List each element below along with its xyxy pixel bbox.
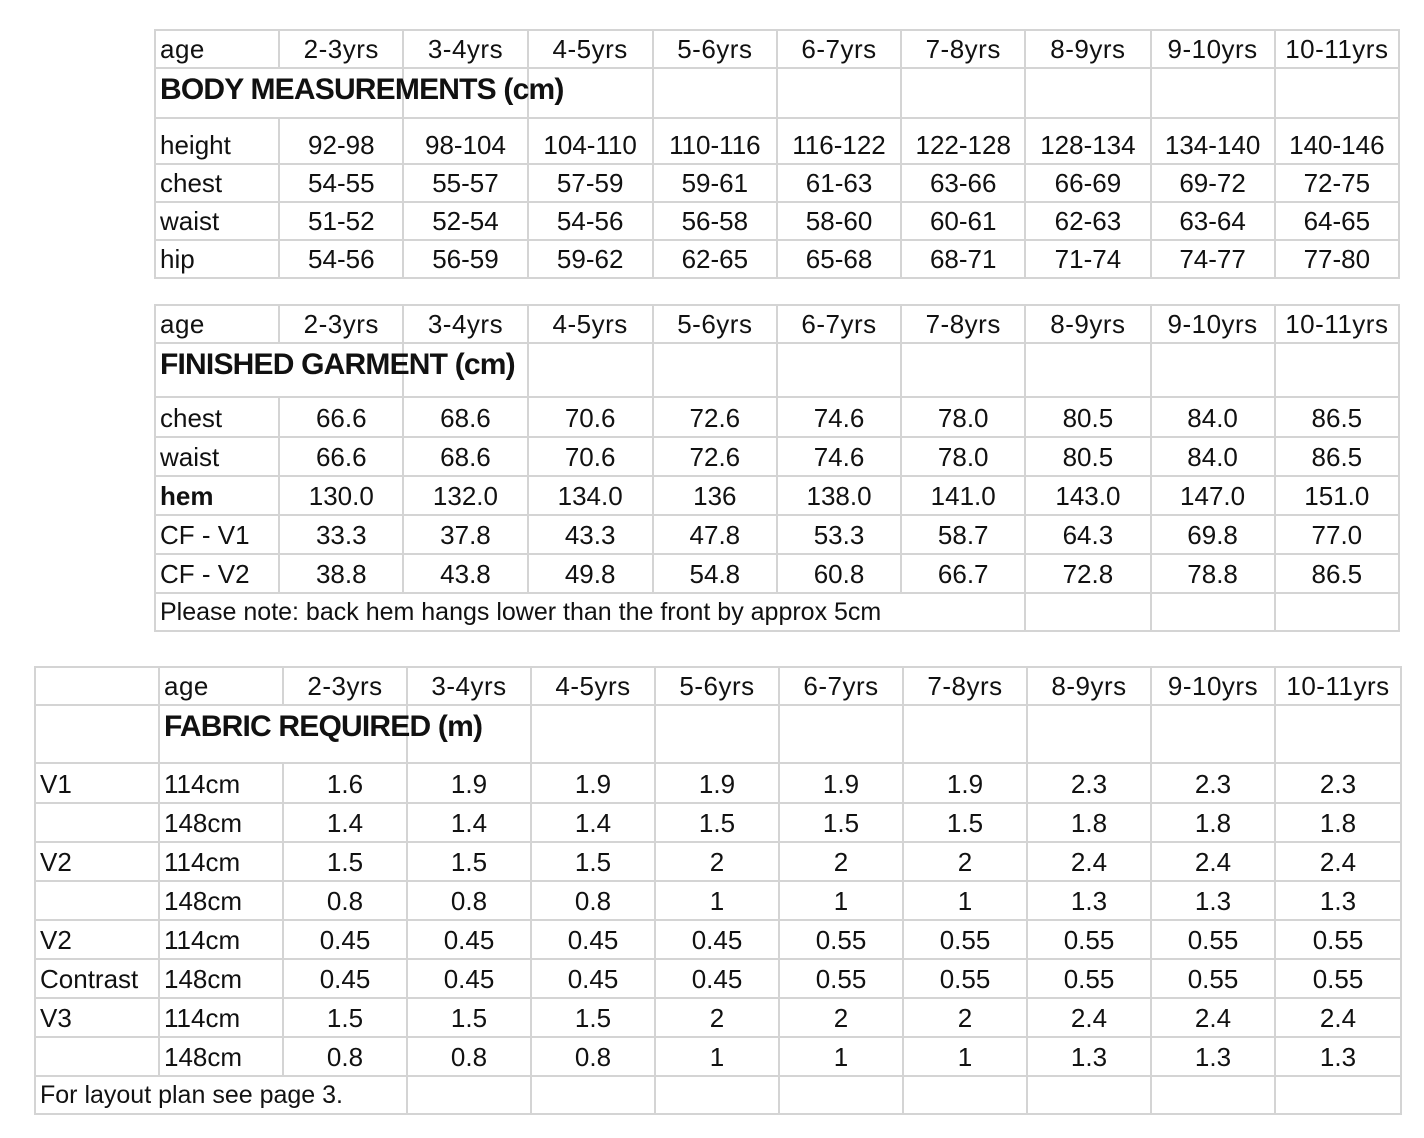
- empty-cell: [1275, 705, 1401, 763]
- table-cell: 1.4: [407, 803, 531, 842]
- age-header-cell: 2-3yrs: [279, 305, 403, 343]
- table-cell: 60-61: [901, 202, 1025, 240]
- table-cell: 116-122: [777, 118, 901, 164]
- note-row: [35, 1076, 1401, 1114]
- age-header-cell: 10-11yrs: [1275, 30, 1399, 68]
- table-cell: 57-59: [528, 164, 653, 202]
- table-cell: 2.4: [1027, 998, 1151, 1037]
- table-cell: 78.0: [901, 397, 1025, 437]
- empty-cell: [1025, 68, 1150, 118]
- table-cell: 1.3: [1151, 1037, 1275, 1076]
- row-label: height: [155, 118, 279, 164]
- age-header-cell: 6-7yrs: [777, 305, 901, 343]
- finished-garment-table: [154, 304, 1400, 632]
- empty-cell: [901, 343, 1025, 397]
- table-cell: 54-56: [528, 202, 653, 240]
- table-row: [155, 515, 1399, 554]
- table-cell: 64.3: [1025, 515, 1150, 554]
- fabric-width: 114cm: [159, 842, 283, 881]
- table-cell: 138.0: [777, 476, 901, 515]
- version-label: [35, 803, 159, 842]
- table-cell: 58-60: [777, 202, 901, 240]
- table-row: [155, 240, 1399, 278]
- table-cell: 134-140: [1151, 118, 1275, 164]
- table-cell: 2.4: [1151, 998, 1275, 1037]
- age-header-cell: 9-10yrs: [1151, 30, 1275, 68]
- table-cell: 2: [655, 842, 779, 881]
- table-cell: 2.4: [1027, 842, 1151, 881]
- table-cell: 0.45: [531, 920, 655, 959]
- age-header-cell: 5-6yrs: [655, 667, 779, 705]
- table-cell: 143.0: [1025, 476, 1150, 515]
- table-cell: 151.0: [1275, 476, 1399, 515]
- empty-cell: [528, 343, 653, 397]
- table-cell: 0.8: [531, 881, 655, 920]
- age-header-cell: 9-10yrs: [1151, 667, 1275, 705]
- table-cell: 1.4: [283, 803, 407, 842]
- table-cell: 0.55: [1027, 959, 1151, 998]
- empty-cell: [655, 705, 779, 763]
- table-cell: 0.45: [407, 959, 531, 998]
- table-cell: 1.5: [531, 842, 655, 881]
- row-label: hip: [155, 240, 279, 278]
- table-cell: 53.3: [777, 515, 901, 554]
- table-cell: 2.3: [1275, 763, 1401, 803]
- table-cell: 69-72: [1151, 164, 1275, 202]
- age-header-cell: 7-8yrs: [903, 667, 1027, 705]
- table-cell: 2: [779, 842, 903, 881]
- empty-cell: [531, 705, 655, 763]
- row-label: waist: [155, 437, 279, 476]
- table-cell: 60.8: [777, 554, 901, 593]
- table-cell: 58.7: [901, 515, 1025, 554]
- table-cell: 92-98: [279, 118, 403, 164]
- table-cell: 0.55: [779, 959, 903, 998]
- table-cell: 1.5: [655, 803, 779, 842]
- table-cell: 1: [779, 881, 903, 920]
- table-cell: 0.45: [283, 920, 407, 959]
- table-cell: 0.45: [655, 920, 779, 959]
- table-cell: 80.5: [1025, 437, 1150, 476]
- table-cell: 1.5: [283, 842, 407, 881]
- age-header-cell: 10-11yrs: [1275, 667, 1401, 705]
- table-row: [155, 164, 1399, 202]
- table-cell: 2.4: [1151, 842, 1275, 881]
- empty-cell: [655, 1076, 779, 1114]
- table-cell: 77-80: [1275, 240, 1399, 278]
- empty-cell: [1151, 705, 1275, 763]
- table-cell: 66.6: [279, 397, 403, 437]
- table-cell: 63-66: [901, 164, 1025, 202]
- age-header-cell: 8-9yrs: [1027, 667, 1151, 705]
- table-cell: 86.5: [1275, 397, 1399, 437]
- fabric-width: 148cm: [159, 803, 283, 842]
- table-cell: 68.6: [403, 397, 527, 437]
- table-cell: 1.8: [1027, 803, 1151, 842]
- table-cell: 0.8: [531, 1037, 655, 1076]
- age-label: age: [159, 667, 283, 705]
- table-cell: 72-75: [1275, 164, 1399, 202]
- table-cell: 47.8: [653, 515, 777, 554]
- table-row: [155, 118, 1399, 164]
- table-cell: 86.5: [1275, 554, 1399, 593]
- table-cell: 54-55: [279, 164, 403, 202]
- table-cell: 70.6: [528, 397, 653, 437]
- table-cell: 72.6: [653, 397, 777, 437]
- fabric-width: 148cm: [159, 1037, 283, 1076]
- empty-cell: [1151, 593, 1275, 631]
- table-cell: 2: [779, 998, 903, 1037]
- version-label: V3: [35, 998, 159, 1037]
- table-cell: 68.6: [403, 437, 527, 476]
- table-cell: 72.6: [653, 437, 777, 476]
- table-cell: 54-56: [279, 240, 403, 278]
- table-cell: 0.8: [407, 1037, 531, 1076]
- table-cell: 1.4: [531, 803, 655, 842]
- table-cell: 0.55: [1151, 920, 1275, 959]
- table-cell: 84.0: [1151, 397, 1275, 437]
- fabric-width: 114cm: [159, 763, 283, 803]
- table-cell: 1.9: [779, 763, 903, 803]
- table-cell: 2.3: [1151, 763, 1275, 803]
- empty-cell: [1151, 343, 1275, 397]
- empty-cell: [653, 343, 777, 397]
- table-row: [35, 920, 1401, 959]
- empty-cell: [1275, 593, 1399, 631]
- table-cell: 66.6: [279, 437, 403, 476]
- table-cell: 71-74: [1025, 240, 1150, 278]
- fabric-width: 114cm: [159, 998, 283, 1037]
- table-cell: 80.5: [1025, 397, 1150, 437]
- empty-cell: [1151, 68, 1275, 118]
- table-cell: 122-128: [901, 118, 1025, 164]
- age-header-cell: 7-8yrs: [901, 305, 1025, 343]
- table-cell: 86.5: [1275, 437, 1399, 476]
- age-header-cell: 5-6yrs: [653, 305, 777, 343]
- table-row: [35, 959, 1401, 998]
- table-cell: 147.0: [1151, 476, 1275, 515]
- table-cell: 74.6: [777, 397, 901, 437]
- age-header-cell: 3-4yrs: [403, 30, 527, 68]
- row-label: chest: [155, 397, 279, 437]
- table-cell: 0.55: [779, 920, 903, 959]
- table-cell: 78.8: [1151, 554, 1275, 593]
- table-cell: 0.55: [1275, 959, 1401, 998]
- table-cell: 38.8: [279, 554, 403, 593]
- table-cell: 136: [653, 476, 777, 515]
- table-cell: 56-59: [403, 240, 527, 278]
- table-cell: 1.5: [903, 803, 1027, 842]
- table-cell: 1.5: [407, 842, 531, 881]
- fabric-required-table: [34, 666, 1402, 1115]
- table-cell: 59-61: [653, 164, 777, 202]
- table-cell: 134.0: [528, 476, 653, 515]
- section-title: BODY MEASUREMENTS (cm): [155, 68, 403, 118]
- table-cell: 1.5: [531, 998, 655, 1037]
- age-header-cell: 6-7yrs: [777, 30, 901, 68]
- empty-cell: [903, 705, 1027, 763]
- table-cell: 49.8: [528, 554, 653, 593]
- table-cell: 56-58: [653, 202, 777, 240]
- empty-cell: [1025, 593, 1150, 631]
- empty-cell: [779, 705, 903, 763]
- age-header-cell: 3-4yrs: [403, 305, 527, 343]
- table-cell: 1: [903, 1037, 1027, 1076]
- empty-cell: [777, 68, 901, 118]
- table-row: [35, 763, 1401, 803]
- age-header-cell: 2-3yrs: [283, 667, 407, 705]
- garment-note: Please note: back hem hangs lower than the front by approx 5cm: [155, 593, 1025, 631]
- age-header-cell: 2-3yrs: [279, 30, 403, 68]
- table-cell: 1: [655, 881, 779, 920]
- age-header-cell: 8-9yrs: [1025, 30, 1150, 68]
- table-cell: 1.5: [407, 998, 531, 1037]
- table-cell: 141.0: [901, 476, 1025, 515]
- table-cell: 1.8: [1275, 803, 1401, 842]
- empty-cell: [1027, 1076, 1151, 1114]
- empty-cell: [531, 1076, 655, 1114]
- table-cell: 55-57: [403, 164, 527, 202]
- table-row: [155, 554, 1399, 593]
- version-label: [35, 1037, 159, 1076]
- age-header-cell: 7-8yrs: [901, 30, 1025, 68]
- empty-cell: [35, 667, 159, 705]
- table-cell: 59-62: [528, 240, 653, 278]
- table-cell: 66-69: [1025, 164, 1150, 202]
- table-cell: 1.3: [1027, 881, 1151, 920]
- age-header-cell: 4-5yrs: [531, 667, 655, 705]
- table-cell: 0.45: [283, 959, 407, 998]
- table-cell: 132.0: [403, 476, 527, 515]
- table-cell: 128-134: [1025, 118, 1150, 164]
- version-label: V2: [35, 842, 159, 881]
- table-cell: 84.0: [1151, 437, 1275, 476]
- row-label: CF - V2: [155, 554, 279, 593]
- table-cell: 2: [903, 842, 1027, 881]
- table-cell: 98-104: [403, 118, 527, 164]
- table-cell: 77.0: [1275, 515, 1399, 554]
- table-cell: 37.8: [403, 515, 527, 554]
- table-cell: 1.9: [531, 763, 655, 803]
- version-label: [35, 881, 159, 920]
- table-cell: 61-63: [777, 164, 901, 202]
- empty-cell: [1025, 343, 1150, 397]
- table-cell: 0.55: [1275, 920, 1401, 959]
- table-row: [155, 476, 1399, 515]
- table-cell: 68-71: [901, 240, 1025, 278]
- age-header-cell: 9-10yrs: [1151, 305, 1275, 343]
- table-cell: 1.9: [903, 763, 1027, 803]
- table-cell: 1.3: [1027, 1037, 1151, 1076]
- table-row: [155, 202, 1399, 240]
- table-row: [35, 881, 1401, 920]
- age-header-cell: 5-6yrs: [653, 30, 777, 68]
- fabric-width: 148cm: [159, 959, 283, 998]
- table-cell: 1: [655, 1037, 779, 1076]
- empty-cell: [653, 68, 777, 118]
- empty-cell: [1275, 1076, 1401, 1114]
- table-cell: 2.3: [1027, 763, 1151, 803]
- version-label: Contrast: [35, 959, 159, 998]
- empty-cell: [407, 1076, 531, 1114]
- table-cell: 130.0: [279, 476, 403, 515]
- table-cell: 66.7: [901, 554, 1025, 593]
- table-cell: 51-52: [279, 202, 403, 240]
- table-cell: 62-65: [653, 240, 777, 278]
- table-cell: 43.8: [403, 554, 527, 593]
- section-heading-row: [35, 705, 1401, 763]
- table-row: [35, 998, 1401, 1037]
- table-cell: 1.9: [407, 763, 531, 803]
- table-cell: 140-146: [1275, 118, 1399, 164]
- age-header-row: [155, 305, 1399, 343]
- empty-cell: [777, 343, 901, 397]
- row-label: CF - V1: [155, 515, 279, 554]
- table-cell: 0.55: [1027, 920, 1151, 959]
- age-header-cell: 8-9yrs: [1025, 305, 1150, 343]
- empty-cell: [779, 1076, 903, 1114]
- table-cell: 70.6: [528, 437, 653, 476]
- age-header-cell: 4-5yrs: [528, 305, 653, 343]
- empty-cell: [1275, 68, 1399, 118]
- table-cell: 69.8: [1151, 515, 1275, 554]
- age-label: age: [155, 30, 279, 68]
- table-cell: 104-110: [528, 118, 653, 164]
- table-cell: 1.5: [779, 803, 903, 842]
- note-row: [155, 593, 1399, 631]
- version-label: V2: [35, 920, 159, 959]
- table-cell: 2.4: [1275, 842, 1401, 881]
- table-cell: 64-65: [1275, 202, 1399, 240]
- table-cell: 0.55: [903, 920, 1027, 959]
- table-cell: 65-68: [777, 240, 901, 278]
- fabric-width: 148cm: [159, 881, 283, 920]
- table-cell: 1.3: [1151, 881, 1275, 920]
- section-heading-row: [155, 343, 1399, 397]
- empty-cell: [35, 705, 159, 763]
- table-cell: 110-116: [653, 118, 777, 164]
- section-title: FINISHED GARMENT (cm): [155, 343, 403, 397]
- table-cell: 33.3: [279, 515, 403, 554]
- table-row: [35, 842, 1401, 881]
- body-measurements-table: [154, 29, 1400, 279]
- table-cell: 0.8: [407, 881, 531, 920]
- table-cell: 0.55: [1151, 959, 1275, 998]
- age-label: age: [155, 305, 279, 343]
- fabric-note: For layout plan see page 3.: [35, 1076, 407, 1114]
- table-cell: 0.8: [283, 881, 407, 920]
- table-cell: 0.45: [655, 959, 779, 998]
- empty-cell: [1151, 1076, 1275, 1114]
- section-heading-row: [155, 68, 1399, 118]
- row-label: chest: [155, 164, 279, 202]
- empty-cell: [901, 68, 1025, 118]
- table-cell: 63-64: [1151, 202, 1275, 240]
- fabric-width: 114cm: [159, 920, 283, 959]
- table-cell: 2.4: [1275, 998, 1401, 1037]
- table-cell: 72.8: [1025, 554, 1150, 593]
- table-cell: 1.8: [1151, 803, 1275, 842]
- row-label: waist: [155, 202, 279, 240]
- table-cell: 62-63: [1025, 202, 1150, 240]
- table-cell: 0.55: [903, 959, 1027, 998]
- age-header-cell: 10-11yrs: [1275, 305, 1399, 343]
- table-cell: 1: [779, 1037, 903, 1076]
- empty-cell: [1027, 705, 1151, 763]
- table-cell: 78.0: [901, 437, 1025, 476]
- age-header-cell: 6-7yrs: [779, 667, 903, 705]
- table-cell: 52-54: [403, 202, 527, 240]
- table-cell: 0.8: [283, 1037, 407, 1076]
- empty-cell: [1275, 343, 1399, 397]
- table-row: [155, 437, 1399, 476]
- table-cell: 2: [903, 998, 1027, 1037]
- age-header-cell: 4-5yrs: [528, 30, 653, 68]
- row-label: hem: [155, 476, 279, 515]
- age-header-row: [155, 30, 1399, 68]
- version-label: V1: [35, 763, 159, 803]
- table-cell: 1.9: [655, 763, 779, 803]
- table-row: [35, 803, 1401, 842]
- table-cell: 74-77: [1151, 240, 1275, 278]
- table-cell: 1.6: [283, 763, 407, 803]
- table-cell: 1: [903, 881, 1027, 920]
- age-header-row: [35, 667, 1401, 705]
- table-cell: 1.5: [283, 998, 407, 1037]
- table-cell: 1.3: [1275, 881, 1401, 920]
- table-cell: 0.45: [531, 959, 655, 998]
- table-cell: 43.3: [528, 515, 653, 554]
- table-cell: 74.6: [777, 437, 901, 476]
- table-row: [35, 1037, 1401, 1076]
- age-header-cell: 3-4yrs: [407, 667, 531, 705]
- table-cell: 54.8: [653, 554, 777, 593]
- table-cell: 0.45: [407, 920, 531, 959]
- empty-cell: [903, 1076, 1027, 1114]
- table-row: [155, 397, 1399, 437]
- section-title: FABRIC REQUIRED (m): [159, 705, 407, 763]
- table-cell: 1.3: [1275, 1037, 1401, 1076]
- table-cell: 2: [655, 998, 779, 1037]
